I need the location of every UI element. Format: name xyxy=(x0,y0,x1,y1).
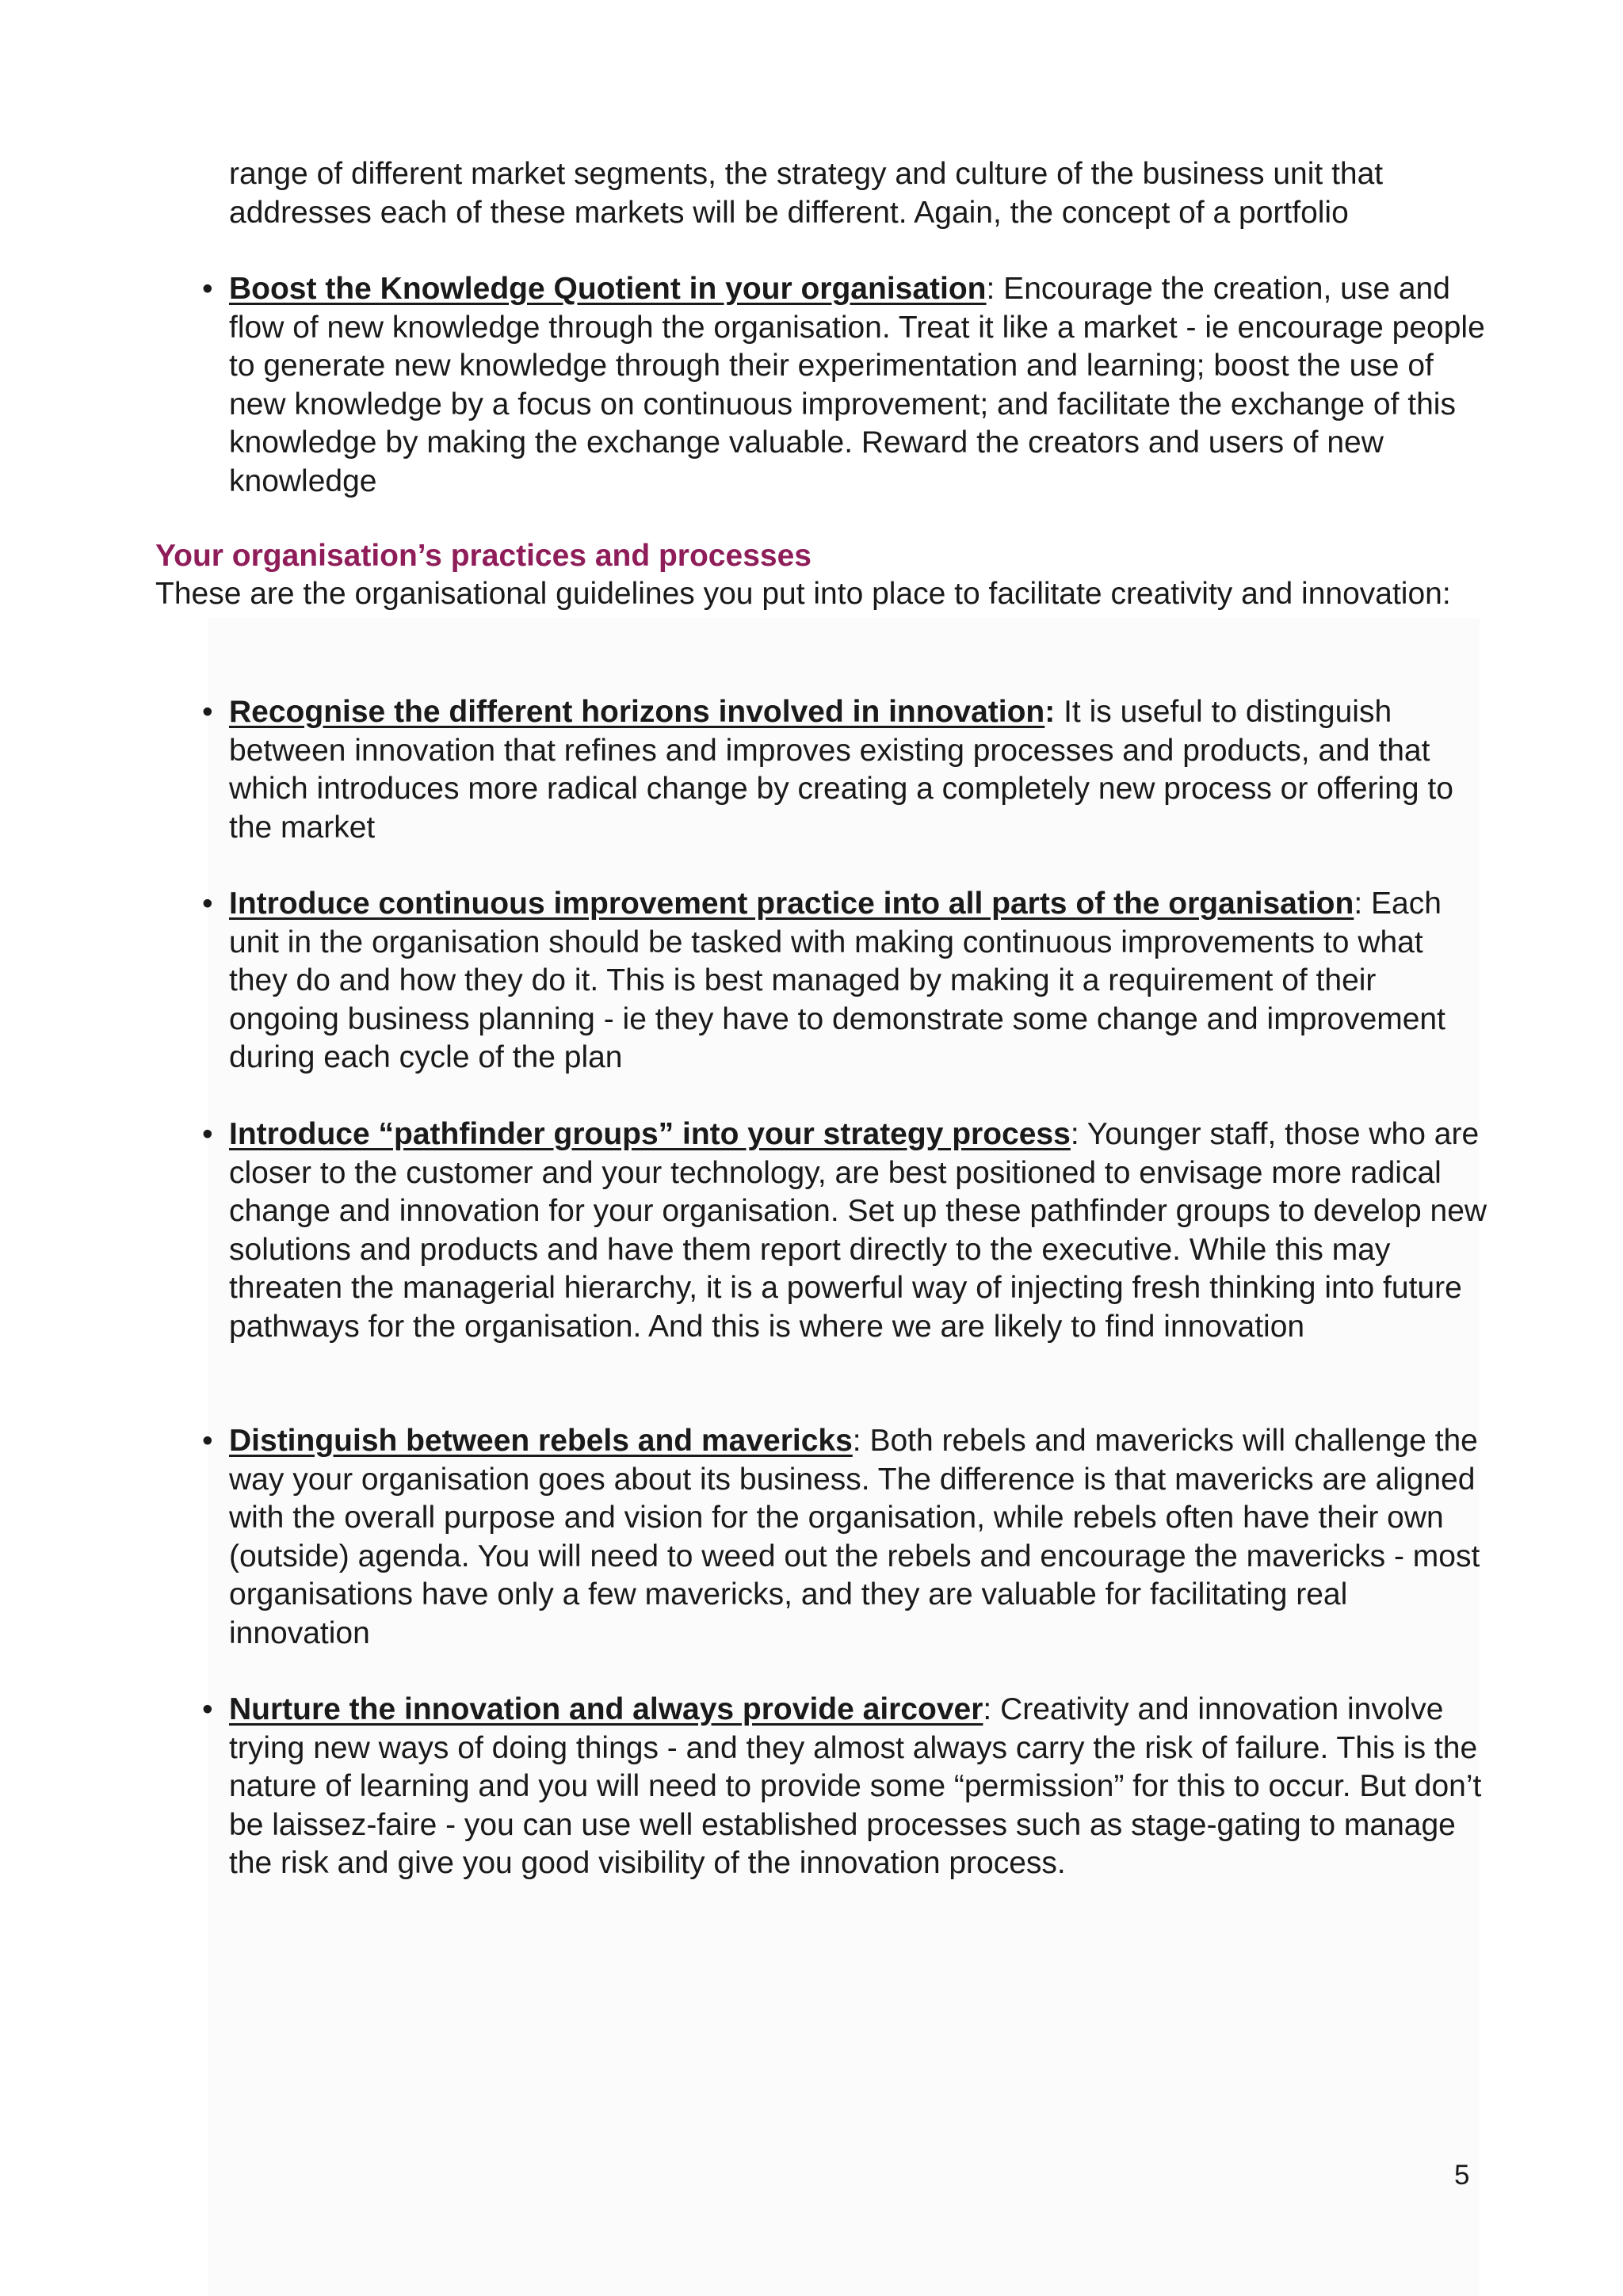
list-item-text xyxy=(229,693,1489,847)
list-item-body: Creativity and innovation involve trying new ways of doing things - and they almost always carry the risk of failure. This is the nature of learning and you will need to provide some “permission” for this to occur. But don’t be laissez-faire - you can use well established processes such as stage-gating to manage the risk and give you good visibility of the innovation process. xyxy=(229,1692,1482,1880)
term-separator: : xyxy=(983,1692,992,1726)
list-item-term: Recognise the different horizons involved in innovation xyxy=(229,695,1045,729)
list-item-aircover xyxy=(202,1691,1489,1883)
list-item-text xyxy=(229,885,1489,1077)
bullet: • xyxy=(202,272,213,306)
list-item-term: Distinguish between rebels and mavericks xyxy=(229,1424,853,1458)
list-item-term: Introduce continuous improvement practice into all parts of the organisation xyxy=(229,887,1354,921)
list-item-body: Both rebels and mavericks will challenge the way your organisation goes about its business. The difference is that mavericks are aligned with the overall purpose and vision for the organisation, while rebels often have their own (outside) agenda. You will need to weed out the rebels and encourage the mavericks - most organisations have only a few mavericks, and they are valuable for facilitating real innovation xyxy=(229,1424,1480,1650)
list-item-body: It is useful to distinguish between innovation that refines and improves existing processes and products, and that which introduces more radical change by creating a completely new process or offering to the market xyxy=(229,695,1453,845)
list-item-horizons xyxy=(202,693,1489,847)
continued-paragraph: range of different market segments, the strategy and culture of the business unit that addresses each of these markets will be different. Again, the concept of a portfolio xyxy=(229,157,1384,230)
list-item-text xyxy=(229,1691,1489,1883)
bullet: • xyxy=(202,1117,213,1151)
list-item-text xyxy=(229,1116,1489,1346)
list-item-text xyxy=(229,270,1489,501)
list-item-text xyxy=(229,1422,1489,1653)
list-item-body: Each unit in the organisation should be tasked with making continuous improvements to what they do and how they do it. This is best managed by making it a requirement of their ongoing business planning - ie they have to demonstrate some change and improvement during each cycle of the plan xyxy=(229,887,1445,1074)
list-item-pathfinder-groups xyxy=(202,1116,1489,1346)
bullet: • xyxy=(202,887,213,921)
bullet: • xyxy=(202,695,213,729)
term-separator: : xyxy=(852,1424,861,1458)
list-item-body: Younger staff, those who are closer to the customer and your technology, are best positioned to envisage more radical change and innovation for your organisation. Set up these pathfinder groups to develop new solutions and products and have them report directly to the executive. While this may threaten the managerial hierarchy, it is a powerful way of injecting fresh thinking into future pathways for the organisation. And this is where we are likely to find innovation xyxy=(229,1117,1487,1344)
section-intro: These are the organisational guidelines you put into place to facilitate creativity and innovation: xyxy=(155,577,1451,611)
list-item-term: Nurture the innovation and always provide aircover xyxy=(229,1692,983,1726)
term-separator: : xyxy=(1070,1117,1079,1151)
list-item-body: Encourage the creation, use and flow of new knowledge through the organisation. Treat it like a market - ie encourage people to generate new knowledge through their experimentation and learning; boost the use of new knowledge by a focus on continuous improvement; and facilitate the exchange of this knowledge by making the exchange valuable. Reward the creators and users of new knowledge xyxy=(229,272,1485,498)
term-separator: : xyxy=(1044,695,1056,729)
list-item-term: Boost the Knowledge Quotient in your organisation xyxy=(229,272,987,306)
bullet: • xyxy=(202,1692,213,1726)
section-heading: Your organisation’s practices and processes xyxy=(155,539,812,573)
page-number: 5 xyxy=(1454,2160,1470,2191)
list-item-rebels-mavericks xyxy=(202,1422,1489,1653)
list-item-term: Introduce “pathfinder groups” into your strategy process xyxy=(229,1117,1071,1151)
list-item-knowledge-quotient xyxy=(202,270,1489,501)
term-separator: : xyxy=(1354,887,1363,921)
list-item-continuous-improvement xyxy=(202,885,1489,1077)
bullet: • xyxy=(202,1424,213,1458)
term-separator: : xyxy=(986,272,995,306)
